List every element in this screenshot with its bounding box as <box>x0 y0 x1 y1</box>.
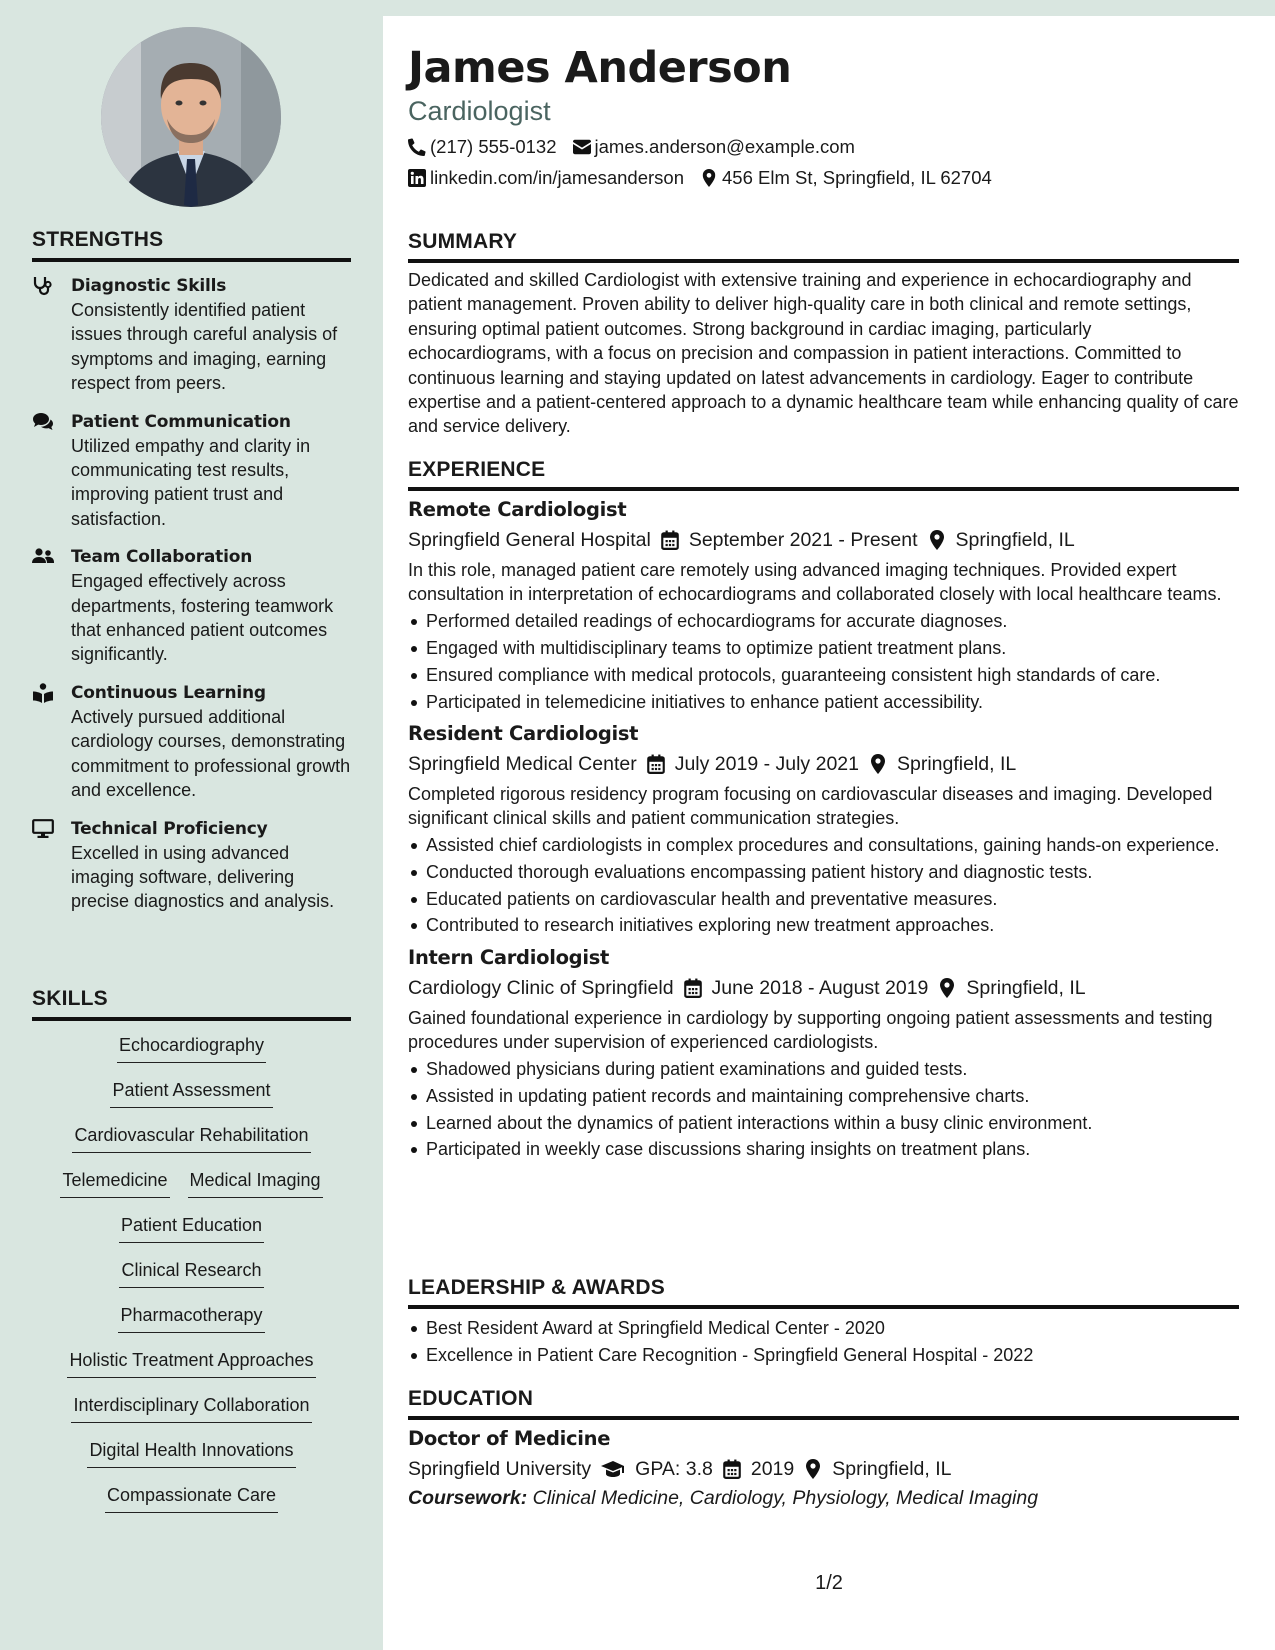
skill-row <box>32 1213 351 1258</box>
job-org: Cardiology Clinic of Springfield <box>408 976 674 999</box>
job-org: Springfield Medical Center <box>408 752 637 775</box>
summary-text: Dedicated and skilled Cardiologist with extensive training and experience in echocardiography and patient management. Proven ability to deliver high-quality care in both clinical and remote settings, ensuring optimal patient outcomes. Strong background in cardiac imaging, particularly echocardiograms, with a focus on precision and compassion in patient interactions. Committed to continuous learning and staying updated on latest advancements in cardiology. Eager to contribute expertise and a patient-centered approach to a dynamic healthcare team while enhancing quality of care and service delivery. <box>408 270 1239 437</box>
job-title: Remote Cardiologist <box>408 498 627 521</box>
map-pin-icon <box>938 978 956 998</box>
skills-list <box>32 1033 351 1528</box>
linkedin-contact[interactable] <box>408 166 684 190</box>
list-item: Assisted chief cardiologists in complex procedures and consultations, gaining hands-on experience. <box>408 833 1239 857</box>
job-org: Springfield General Hospital <box>408 529 651 551</box>
skill-tag: Interdisciplinary Collaboration <box>71 1393 311 1423</box>
calendar-icon <box>684 978 702 998</box>
strength-item <box>32 274 351 396</box>
skill-row <box>32 1348 351 1393</box>
job-description: In this role, managed patient care remotely using advanced imaging techniques. Provided expert consultation in interpretation of echocardiograms and collaborated closely with local healthcare teams. <box>408 560 1222 605</box>
map-pin-icon <box>869 754 887 774</box>
experience-section <box>408 458 1239 1164</box>
strength-name: Patient Communication <box>71 411 291 432</box>
job-dates: September 2021 - Present <box>688 529 918 551</box>
job-bullets <box>408 833 1239 938</box>
list-item: Participated in weekly case discussions sharing insights on treatment plans. <box>408 1137 1239 1161</box>
graduation-year: 2019 <box>750 1458 795 1480</box>
map-pin-icon <box>804 1459 822 1479</box>
sidebar <box>0 0 383 1650</box>
skill-row <box>32 1033 351 1078</box>
strength-item <box>32 681 351 803</box>
education-section <box>408 1387 1239 1512</box>
phone-contact[interactable] <box>408 135 557 159</box>
users-icon <box>32 545 71 667</box>
strengths-section <box>32 228 351 914</box>
skill-row <box>32 1168 351 1213</box>
skill-row <box>32 1483 351 1528</box>
job-role: Cardiologist <box>408 96 551 126</box>
list-item: Shadowed physicians during patient examinations and guided tests. <box>408 1057 1239 1081</box>
contact-row-1 <box>408 135 1239 159</box>
list-item: Engaged with multidisciplinary teams to optimize patient treatment plans. <box>408 636 1239 660</box>
strength-desc: Engaged effectively across departments, fostering teamwork that enhanced patient outcomes significantly. <box>71 571 334 665</box>
phone-text: (217) 555-0132 <box>430 136 557 157</box>
job-location: Springfield, IL <box>966 976 1086 999</box>
skill-row <box>32 1303 351 1348</box>
job-entry <box>408 943 1239 1162</box>
education-meta <box>408 1454 1239 1484</box>
job-description: Completed rigorous residency program focusing on cardiovascular diseases and imaging. Developed significant clinical skills and patient communication strategies. <box>408 783 1213 829</box>
calendar-icon <box>647 754 665 774</box>
degree-title: Doctor of Medicine <box>408 1427 611 1450</box>
coursework-text: Clinical Medicine, Cardiology, Physiology, Medical Imaging <box>532 1487 1039 1509</box>
list-item: Ensured compliance with medical protocols, guaranteeing consistent high standards of care. <box>408 663 1239 687</box>
email-text: james.anderson@example.com <box>594 136 855 157</box>
leadership-section <box>408 1276 1239 1370</box>
skill-tag: Telemedicine <box>60 1168 169 1198</box>
strength-name: Diagnostic Skills <box>71 276 227 296</box>
job-meta <box>408 973 1239 1003</box>
job-title: Intern Cardiologist <box>408 945 610 969</box>
job-location: Springfield, IL <box>955 529 1075 551</box>
skill-tag: Patient Education <box>119 1213 264 1243</box>
list-item: Excellence in Patient Care Recognition - Springfield General Hospital - 2022 <box>408 1343 1239 1367</box>
list-item: Assisted in updating patient records and maintaining comprehensive charts. <box>408 1084 1239 1108</box>
book-reader-icon <box>32 681 71 803</box>
job-meta <box>408 749 1239 779</box>
address-text: 456 Elm St, Springfield, IL 62704 <box>722 167 992 188</box>
skill-tag: Compassionate Care <box>105 1483 278 1513</box>
envelope-icon <box>573 138 591 156</box>
map-pin-icon <box>928 530 946 550</box>
skill-row <box>32 1438 351 1483</box>
list-item: Contributed to research initiatives exploring new treatment approaches. <box>408 913 1239 937</box>
person-name: James Anderson <box>408 43 792 93</box>
list-item: Performed detailed readings of echocardiograms for accurate diagnoses. <box>408 609 1239 633</box>
awards-list <box>408 1316 1239 1367</box>
strength-name: Team Collaboration <box>71 547 253 568</box>
list-item: Best Resident Award at Springfield Medical Center - 2020 <box>408 1316 1239 1340</box>
skill-row <box>32 1078 351 1123</box>
skill-tag: Cardiovascular Rehabilitation <box>72 1123 310 1153</box>
list-item: Educated patients on cardiovascular health and preventative measures. <box>408 887 1239 911</box>
strength-desc: Actively pursued additional cardiology courses, demonstrating commitment to professional growth and excellence. <box>71 706 351 801</box>
skill-tag: Patient Assessment <box>110 1078 272 1108</box>
job-entry <box>408 495 1239 714</box>
skill-tag: Holistic Treatment Approaches <box>67 1348 315 1378</box>
school-name: Springfield University <box>408 1458 592 1480</box>
profile-photo <box>101 27 281 207</box>
strength-name: Technical Proficiency <box>71 818 268 839</box>
education-title: EDUCATION <box>408 1387 1239 1420</box>
email-contact[interactable] <box>573 135 855 159</box>
list-item: Learned about the dynamics of patient interactions within a busy clinic environment. <box>408 1111 1239 1135</box>
skill-tag: Echocardiography <box>117 1033 266 1063</box>
strength-name: Continuous Learning <box>71 682 266 703</box>
linkedin-icon <box>408 169 426 187</box>
job-meta <box>408 525 1239 555</box>
strengths-title: STRENGTHS <box>32 228 351 262</box>
contact-row-2 <box>408 166 1239 190</box>
coursework <box>408 1484 1239 1512</box>
skill-tag: Clinical Research <box>119 1258 263 1288</box>
calendar-icon <box>661 530 679 550</box>
strength-item <box>32 545 351 667</box>
chat-bubbles-icon <box>32 410 71 532</box>
graduation-cap-icon <box>601 1460 625 1478</box>
skill-tag: Medical Imaging <box>188 1168 323 1198</box>
address-contact <box>700 166 992 190</box>
stethoscope-icon <box>32 274 71 396</box>
phone-icon <box>408 138 426 156</box>
skill-row <box>32 1393 351 1438</box>
job-description: Gained foundational experience in cardiology by supporting ongoing patient assessments and testing procedures under supervision of experienced cardiologists. <box>408 1007 1213 1053</box>
job-location: Springfield, IL <box>896 752 1017 775</box>
job-dates: July 2019 - July 2021 <box>674 752 859 775</box>
skills-title: SKILLS <box>32 987 351 1021</box>
strength-desc: Consistently identified patient issues through careful analysis of symptoms and imaging, earning respect from peers. <box>71 300 338 394</box>
strength-desc: Utilized empathy and clarity in communicating test results, improving patient trust and satisfaction. <box>71 435 311 529</box>
skill-tag: Digital Health Innovations <box>87 1438 295 1468</box>
summary-section <box>408 230 1239 439</box>
list-item: Conducted thorough evaluations encompassing patient history and diagnostic tests. <box>408 860 1239 884</box>
list-item: Participated in telemedicine initiatives to enhance patient accessibility. <box>408 690 1239 714</box>
leadership-title: LEADERSHIP & AWARDS <box>408 1276 1239 1309</box>
gpa: GPA: 3.8 <box>635 1458 713 1480</box>
skills-section <box>32 987 351 1528</box>
main-content <box>383 16 1275 1650</box>
strength-item <box>32 817 351 914</box>
skill-row <box>32 1258 351 1303</box>
education-location: Springfield, IL <box>832 1458 952 1480</box>
summary-title: SUMMARY <box>408 230 1239 263</box>
skill-tag: Pharmacotherapy <box>118 1303 264 1333</box>
calendar-icon <box>723 1459 741 1479</box>
coursework-label: Coursework: <box>408 1487 528 1509</box>
job-dates: June 2018 - August 2019 <box>711 976 929 999</box>
linkedin-text: linkedin.com/in/jamesanderson <box>430 167 684 188</box>
skill-row <box>32 1123 351 1168</box>
page-number: 1/2 <box>815 1572 843 1594</box>
job-entry <box>408 719 1239 938</box>
experience-title: EXPERIENCE <box>408 458 1239 491</box>
job-title: Resident Cardiologist <box>408 721 639 745</box>
desktop-icon <box>32 817 71 914</box>
strength-item <box>32 410 351 532</box>
job-bullets <box>408 609 1239 714</box>
map-pin-icon <box>700 169 718 187</box>
job-bullets <box>408 1057 1239 1162</box>
strength-desc: Excelled in using advanced imaging software, delivering precise diagnostics and analysis. <box>71 842 335 912</box>
